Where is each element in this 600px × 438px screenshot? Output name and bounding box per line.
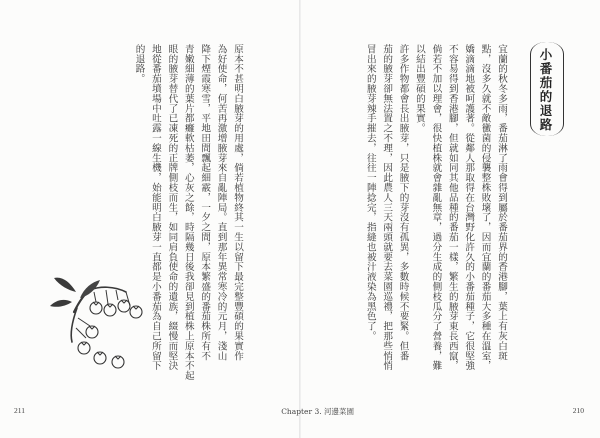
cherry-tomato-sketch (44, 262, 154, 377)
body-line: 的退路。 (133, 44, 145, 84)
body-line: 不容易得到香港腳，但就如同其他品種的番茄一樣，繁生的腋芽東長西竄， (446, 44, 458, 371)
body-line: 以結出豐碩的果實。 (413, 44, 425, 134)
chapter-title: 小番茄的退路 (538, 48, 553, 132)
running-head: Chapter 3. 河邊菜園 (281, 407, 354, 416)
right-page (281, 0, 600, 438)
left-page-number: 211 (14, 406, 25, 415)
body-line: 倘若不加以理會，很快植株就會雜亂無章，過分生成的側枝瓜分了營養，難 (430, 44, 442, 371)
body-line: 冒出來的腋芽辣手摧去，往往一陣捻完，指縫也被汁液染為黑色了。 (364, 44, 376, 341)
left-page (0, 0, 299, 438)
body-line: 眼的腋芽替代了已凍死的正牌側枝而生，如同肩負使命的遺族，綴慢而堅決 (166, 44, 178, 371)
body-line: 宜蘭的秋冬多雨，番茄淋了雨會得到屬於番茄界的香港腳，葉上有灰白斑 (496, 44, 507, 361)
body-line: 為好使命，何苦再激增腋芽來自亂陣局。直到那年異常寒冷的元月，淺山 (215, 44, 227, 361)
body-line: 原本不甚明白腋芽的用處，倘若植物終其一生以留下最完整豐碩的果實作 (232, 44, 243, 361)
body-line: 許多作物都會長出腋芽，只是腋下的芽沒有孤異，多數時候不要緊。但番 (397, 44, 409, 361)
body-line: 降下煙霞寒雪，平地田間飄起細霰，一夕之間，原本繁盛的番茄株所有不 (199, 44, 211, 361)
body-line: 嬌滴滴地被呵護著。從鄰人那取得在台灣野化許久的小番茄種子，它很堅強 (463, 44, 475, 371)
body-line: 點，沒多久就不敵黴菌的侵襲整株敗壞了，因而宜蘭的番茄大多種在溫室， (479, 44, 491, 371)
body-line: 青嫩細薄的葉片都癱軟枯萎，心灰之餘，時隔幾日後我卻見到植株上原本不起 (182, 44, 194, 381)
right-page-body-text (361, 44, 509, 371)
right-page-number: 210 (572, 406, 584, 415)
body-line: 地從番茄墳場中吐露一線生機，始能明白腋芽一直都是小番茄為自己所留下 (149, 44, 161, 371)
body-line: 茄的腋芽卻無法置之不理，因此農人三天兩頭就要去菜園巡禮，把那些悄悄 (381, 44, 393, 371)
